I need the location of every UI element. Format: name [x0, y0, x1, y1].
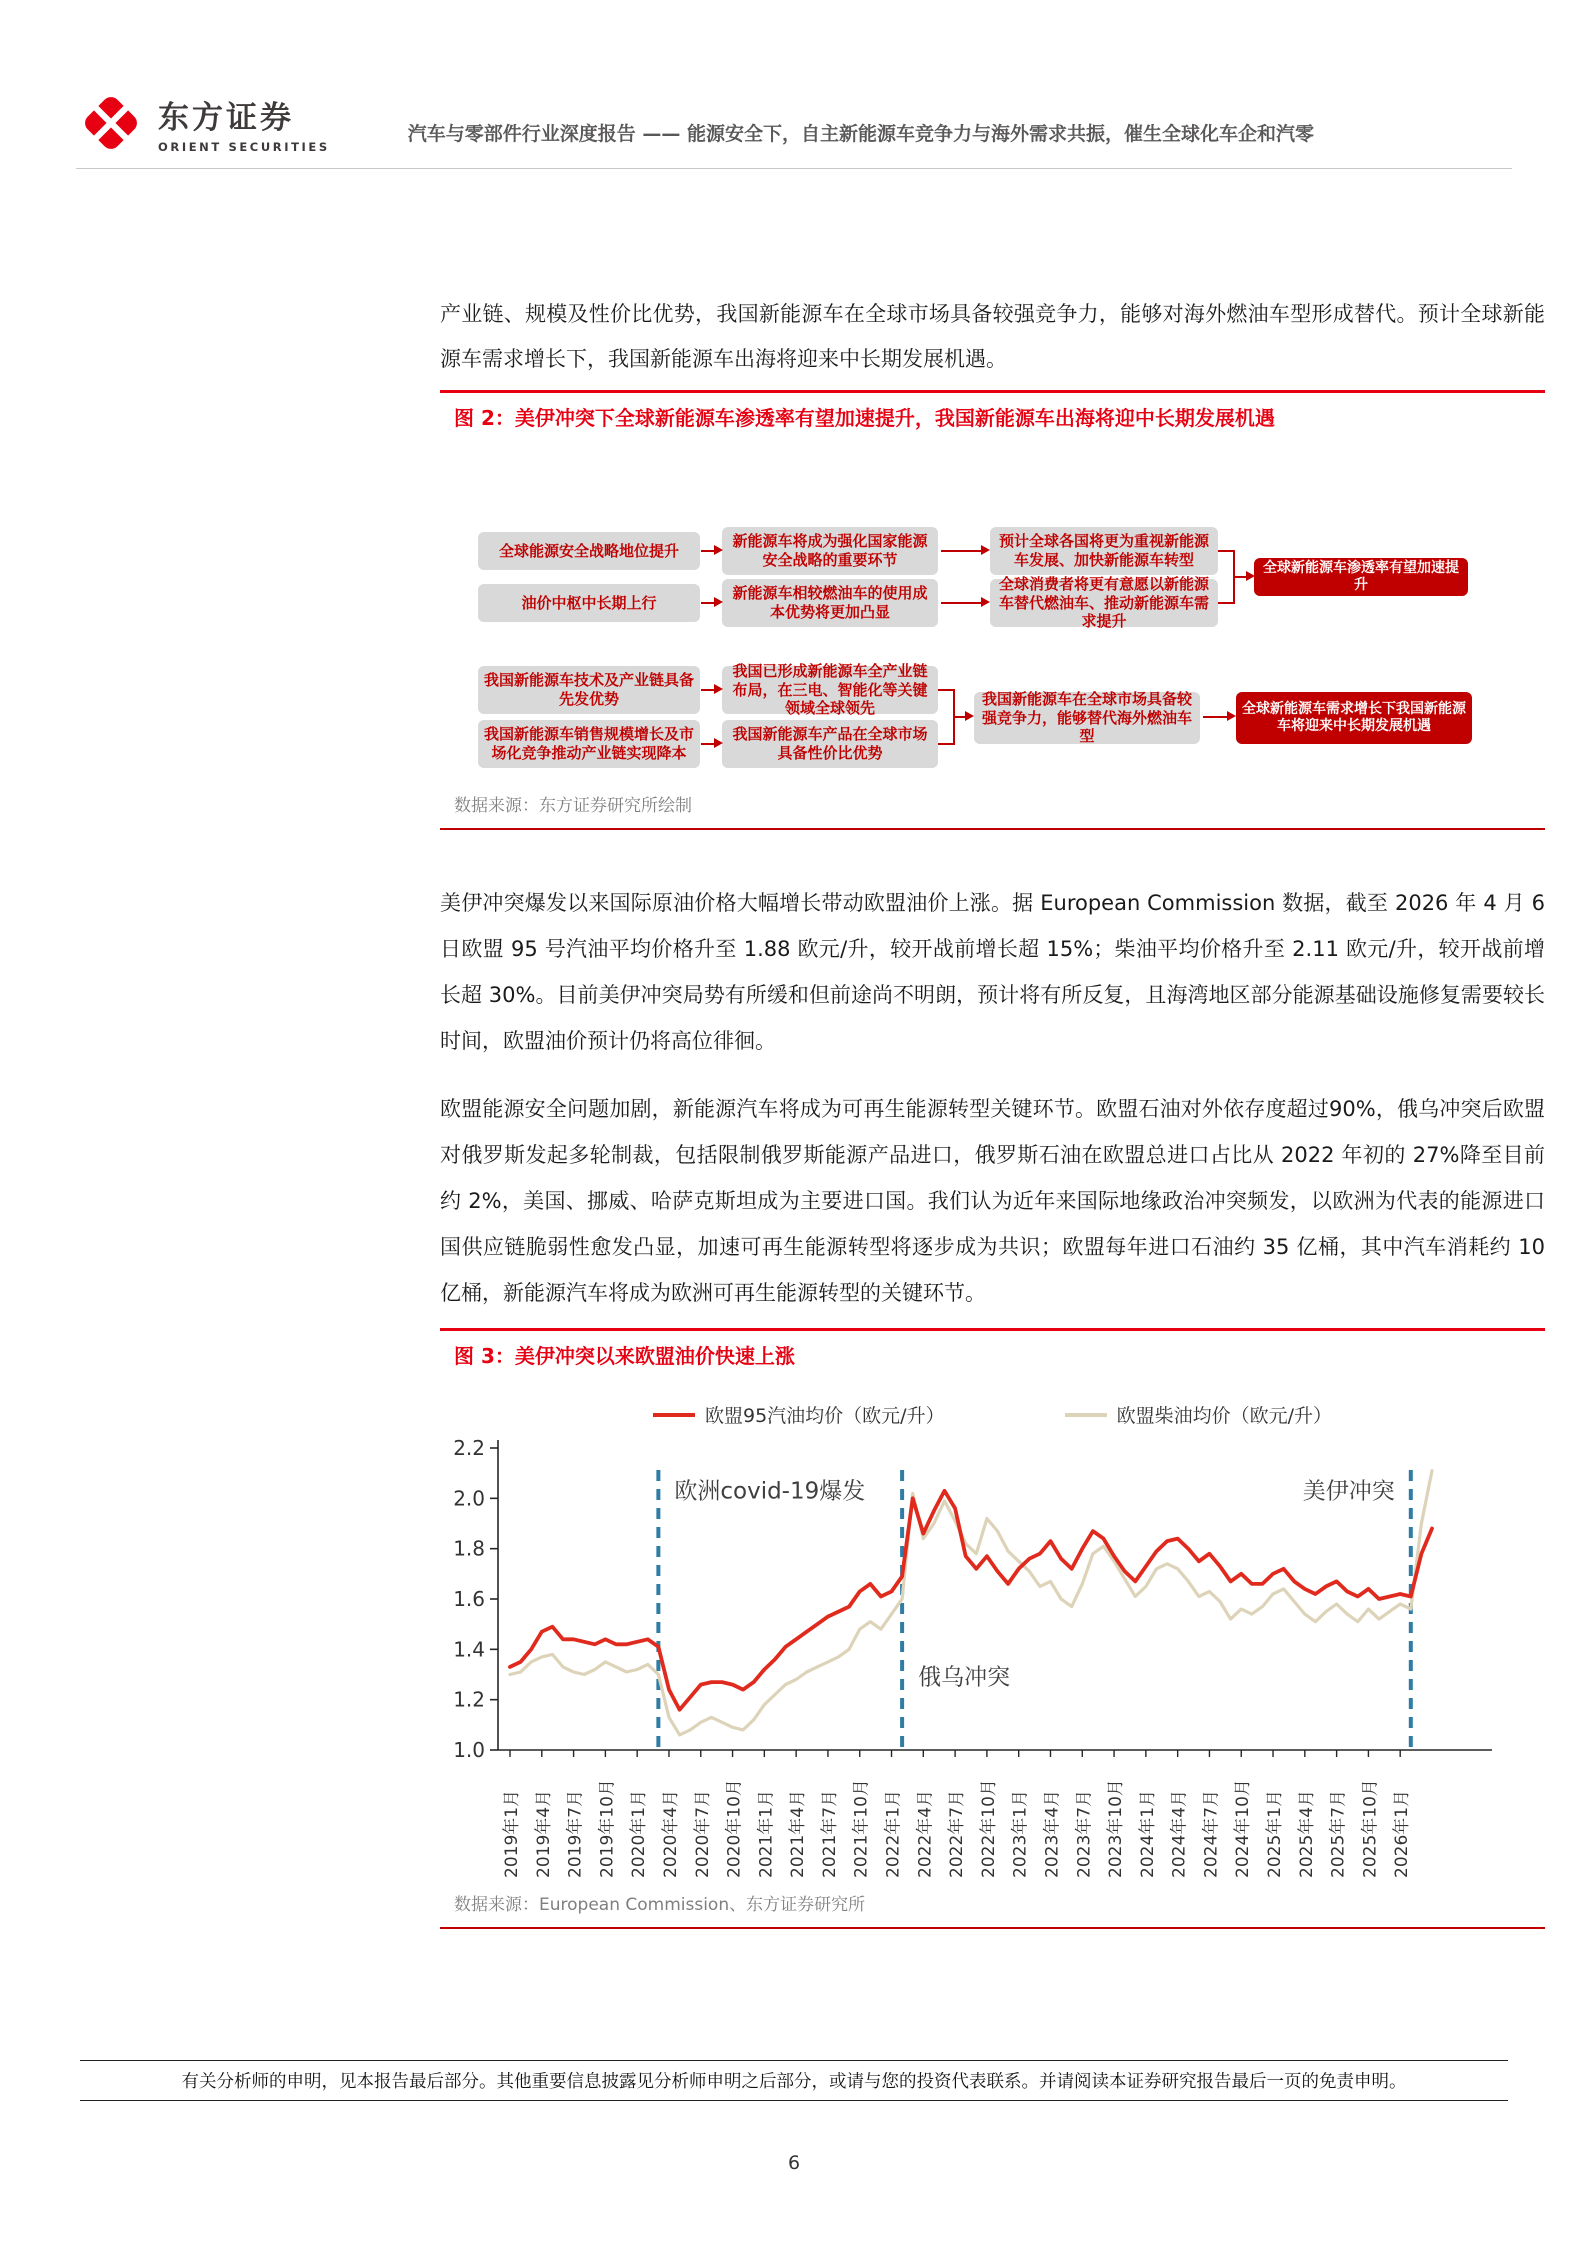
flow-box-nev-strategy: 新能源车将成为强化国家能源安全战略的重要环节	[722, 527, 938, 575]
page-header	[76, 62, 1512, 169]
y-tick-label: 1.6	[453, 1587, 485, 1611]
x-tick-label: 2023年1月	[1010, 1789, 1031, 1878]
legend-label-gasoline: 欧盟95汽油均价（欧元/升）	[705, 1405, 945, 1427]
figure-3-source: 数据来源：European Commission、东方证券研究所	[440, 1884, 1545, 1929]
flow-arrow-icon	[701, 602, 714, 604]
figure-3	[440, 1328, 1545, 1929]
figure-2-caption: 图 2：美伊冲突下全球新能源车渗透率有望加速提升，我国新能源车出海将迎中长期发展机遇	[454, 406, 1275, 430]
flow-box-countries-focus: 预计全球各国将更为重视新能源车发展、加快新能源车转型	[990, 527, 1218, 575]
x-tick-label: 2019年7月	[565, 1789, 586, 1878]
x-tick-label: 2024年1月	[1137, 1789, 1158, 1878]
disclaimer-text: 有关分析师的申明，见本报告最后部分。其他重要信息披露见分析师申明之后部分，或请与您的投资代表联系。并请阅读本证券研究报告最后一页的免责申明。	[181, 2072, 1407, 2092]
x-tick-label: 2022年4月	[915, 1789, 936, 1878]
flow-box-full-chain: 我国已形成新能源车全产业链布局，在三电、智能化等关键领域全球领先	[722, 666, 938, 714]
oil-price-chart	[440, 1432, 1545, 1884]
orient-securities-logo-icon	[76, 88, 146, 158]
x-tick-label: 2021年10月	[851, 1779, 872, 1878]
figure-2-source: 数据来源：东方证券研究所绘制	[440, 785, 1545, 830]
y-tick-label: 1.2	[453, 1687, 485, 1712]
x-tick-label: 2019年10月	[597, 1779, 618, 1878]
flow-box-energy-security: 全球能源安全战略地位提升	[478, 532, 700, 570]
x-tick-label: 2023年7月	[1074, 1789, 1095, 1878]
x-tick-label: 2021年4月	[788, 1789, 809, 1878]
event-annotation: 美伊冲突	[1302, 1478, 1395, 1505]
title-separator: ——	[635, 123, 687, 145]
x-tick-label: 2025年1月	[1265, 1789, 1286, 1878]
x-tick-label: 2020年7月	[692, 1789, 713, 1878]
flow-arrow-icon	[701, 550, 714, 552]
figure-2	[440, 390, 1545, 830]
x-tick-label: 2024年4月	[1169, 1789, 1190, 1878]
flow-arrow-icon	[941, 550, 981, 552]
brand-name-cn: 东方证券	[158, 100, 294, 136]
report-header-title	[408, 119, 1314, 168]
paragraph-2: 美伊冲突爆发以来国际原油价格大幅增长带动欧盟油价上涨。据 European Commission 数据，截至 2026 年 4 月 6 日欧盟 95 号汽油平均价格升至 1.88 欧元/升，较开战前增长超 15%；柴油平均价格升至 2.11 欧元/升，较开战前增长超 30%。目前美伊冲突局势有所缓和但前途尚不明朗，预计将有所反复，且海湾地区部分能源基础设施修复需要较长时间，欧盟油价预计仍将高位徘徊。	[440, 891, 1545, 1053]
x-tick-label: 2025年10月	[1360, 1779, 1381, 1878]
legend-swatch-gasoline	[653, 1413, 695, 1417]
flow-box-scale-cost-down: 我国新能源车销售规模增长及市场化竞争推动产业链实现降本	[478, 720, 700, 768]
x-tick-label: 2022年1月	[883, 1789, 904, 1878]
y-tick-label: 2.0	[453, 1486, 485, 1511]
flow-arrow-icon	[701, 689, 714, 691]
chart-legend	[440, 1401, 1545, 1428]
flow-box-result-overseas: 全球新能源车需求增长下我国新能源车将迎来中长期发展机遇	[1236, 692, 1472, 744]
paragraph-3: 欧盟能源安全问题加剧，新能源汽车将成为可再生能源转型关键环节。欧盟石油对外依存度超过90%，俄乌冲突后欧盟对俄罗斯发起多轮制裁，包括限制俄罗斯能源产品进口，俄罗斯石油在欧盟总进口占比从 2022 年初的 27%降至目前约 2%，美国、挪威、哈萨克斯坦成为主要进口国。我们认为近年来国际地缘政治冲突频发，以欧洲为代表的能源进口国供应链脆弱性愈发凸显，加速可再生能源转型将逐步成为共识；欧盟每年进口石油约 35 亿桶，其中汽车消耗约 10 亿桶，新能源汽车将成为欧洲可再生能源转型的关键环节。	[440, 1097, 1545, 1305]
y-tick-label: 1.8	[453, 1536, 485, 1561]
legend-item-gasoline	[653, 1401, 945, 1428]
y-tick-label: 2.2	[453, 1436, 485, 1460]
x-tick-label: 2021年1月	[756, 1789, 777, 1878]
y-tick-label: 1.4	[453, 1637, 485, 1662]
main-content	[440, 170, 1545, 1929]
x-tick-label: 2020年4月	[660, 1789, 681, 1878]
x-tick-label: 2024年7月	[1201, 1789, 1222, 1878]
event-annotation: 欧洲covid-19爆发	[674, 1478, 866, 1505]
flow-box-oil-price-up: 油价中枢中长期上行	[478, 584, 700, 622]
x-tick-label: 2019年4月	[533, 1789, 554, 1878]
x-tick-label: 2020年1月	[629, 1789, 650, 1878]
figure-3-caption: 图 3：美伊冲突以来欧盟油价快速上涨	[454, 1344, 795, 1368]
x-tick-label: 2021年7月	[819, 1789, 840, 1878]
flow-box-cost-advantage: 新能源车相较燃油车的使用成本优势将更加凸显	[722, 579, 938, 627]
flow-arrow-icon	[1203, 716, 1227, 718]
flow-arrow-icon	[1235, 576, 1246, 578]
x-tick-label: 2026年1月	[1392, 1789, 1413, 1878]
y-tick-label: 1.0	[453, 1738, 485, 1762]
legend-label-diesel: 欧盟柴油均价（欧元/升）	[1116, 1405, 1332, 1427]
flow-box-result-penetration: 全球新能源车渗透率有望加速提升	[1254, 558, 1468, 596]
x-tick-label: 2024年10月	[1233, 1779, 1254, 1878]
series-line-1	[510, 1471, 1432, 1735]
flow-box-consumer-demand: 全球消费者将更有意愿以新能源车替代燃油车、推动新能源车需求提升	[990, 579, 1218, 627]
flow-box-tech-advantage: 我国新能源车技术及产业链具备先发优势	[478, 666, 700, 714]
report-series: 汽车与零部件行业深度报告	[407, 123, 636, 145]
flow-arrow-icon	[941, 602, 981, 604]
legend-item-diesel	[1065, 1401, 1332, 1428]
x-tick-label: 2025年4月	[1296, 1789, 1317, 1878]
x-tick-label: 2020年10月	[724, 1779, 745, 1878]
page-footer	[80, 2060, 1508, 2101]
legend-swatch-diesel	[1065, 1413, 1107, 1417]
brand	[76, 88, 330, 168]
report-title: 能源安全下，自主新能源车竞争力与海外需求共振，催生全球化车企和汽零	[687, 123, 1315, 145]
x-tick-label: 2022年10月	[978, 1779, 999, 1878]
flow-box-value-for-money: 我国新能源车产品在全球市场具备性价比优势	[722, 720, 938, 768]
x-tick-label: 2019年1月	[502, 1789, 522, 1878]
flow-arrow-icon	[701, 743, 714, 745]
event-annotation: 俄乌冲突	[918, 1664, 1011, 1691]
paragraph-1: 产业链、规模及性价比优势，我国新能源车在全球市场具备较强竞争力，能够对海外燃油车型形成替代。预计全球新能源车需求增长下，我国新能源车出海将迎来中长期发展机遇。	[440, 302, 1545, 371]
brand-text	[158, 92, 330, 154]
flow-box-global-competitiveness: 我国新能源车在全球市场具备较强竞争力，能够替代海外燃油车型	[974, 692, 1200, 744]
x-tick-label: 2022年7月	[947, 1789, 968, 1878]
brand-name-en: ORIENT SECURITIES	[158, 140, 330, 154]
flow-arrow-icon	[955, 716, 965, 718]
page-number: 6	[787, 2152, 801, 2174]
x-tick-label: 2023年10月	[1106, 1779, 1127, 1878]
x-tick-label: 2025年7月	[1328, 1789, 1349, 1878]
figure-2-flowchart	[460, 513, 1545, 785]
x-tick-label: 2023年4月	[1042, 1789, 1063, 1878]
